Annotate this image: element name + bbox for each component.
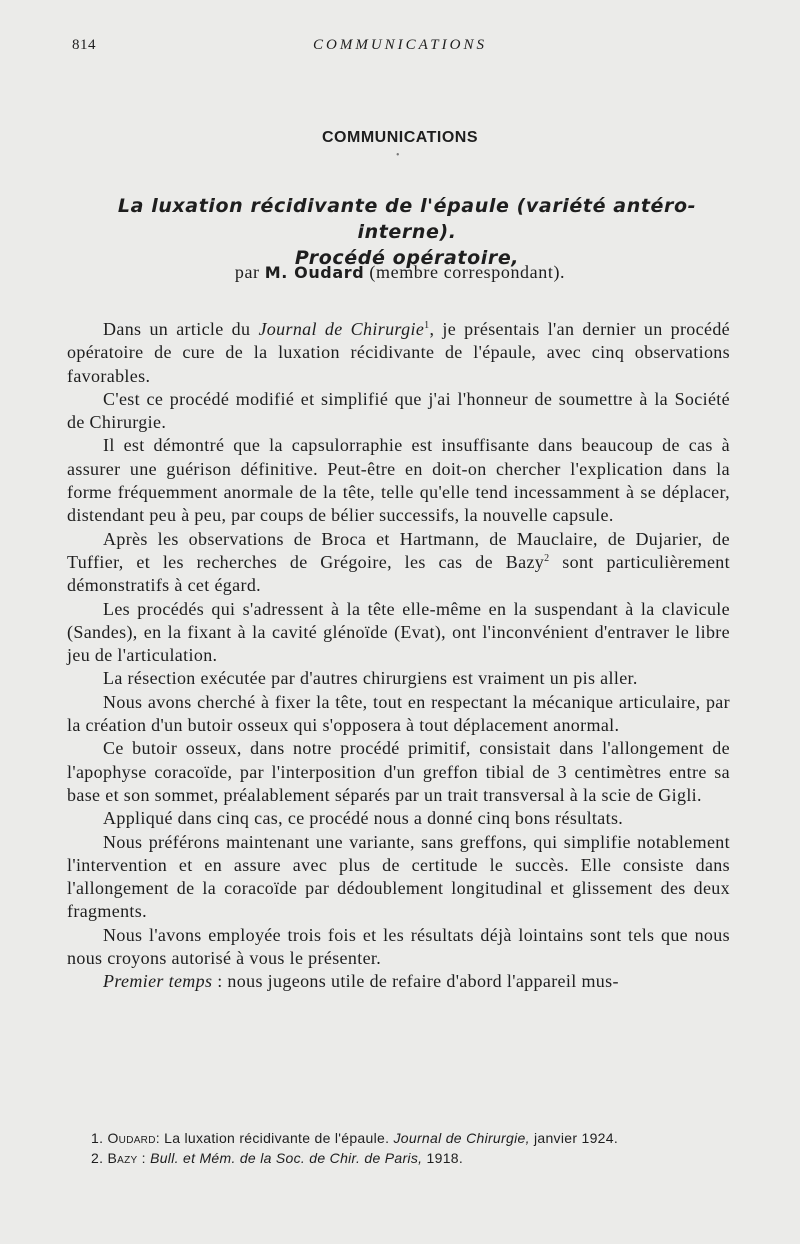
footnote-2: 2. Bazy : Bull. et Mém. de la Soc. de Chir. de Paris, 1918. bbox=[91, 1150, 464, 1166]
step-heading: Premier temps bbox=[103, 971, 213, 992]
running-title: COMMUNICATIONS bbox=[313, 37, 487, 53]
paragraph-5: Les procédés qui s'adressent à la tête elle-même en la suspendant à la clavicule (Sandes), en la fixant à la cavité glénoïde (Evat), ont l'inconvénient d'entraver le libre jeu de l'articulation. bbox=[67, 598, 730, 666]
article-title bbox=[72, 193, 742, 271]
paragraph-1: Dans un article du Journal de Chirurgie$^1$, je présentais l'an dernier un procédé opératoire de cure de la luxation récidivante de l'épaule, avec cinq observations favorables. bbox=[67, 319, 731, 386]
journal-title: Journal de Chirurgie bbox=[258, 319, 425, 339]
footnote-1-author: Oudard bbox=[107, 1130, 156, 1146]
byline bbox=[0, 262, 800, 283]
byline-prefix: par bbox=[234, 262, 260, 282]
footnote-2-author: Bazy bbox=[107, 1150, 138, 1166]
page-number: 814 bbox=[72, 37, 96, 53]
paragraph-3: Il est démontré que la capsulorraphie est insuffisante dans beaucoup de cas à assurer une guérison définitive. Peut-être en doit-on chercher l'explication dans la forme fréquemment anormale de la tête, telle qu'elle tend incessamment à se déplacer, distendant peu à peu, par coups de bélier successifs, la nouvelle capsule. bbox=[67, 435, 730, 526]
author-name: M. Oudard bbox=[264, 263, 365, 282]
byline-suffix: (membre correspondant). bbox=[369, 262, 566, 282]
paragraph-11: Nous l'avons employée trois fois et les résultats déjà lointains sont tels que nous nous croyons autorisé à vous le présenter. bbox=[67, 924, 730, 969]
footnote-1: 1. Oudard: La luxation récidivante de l'épaule. Journal de Chirurgie, janvier 1924. bbox=[91, 1130, 619, 1146]
footnote-ref-1[interactable]: 1 bbox=[424, 320, 430, 331]
article-title-line-2: Procédé opératoire, bbox=[294, 247, 520, 269]
article-title-line-1: La luxation récidivante de l'épaule (variété antéro-interne). bbox=[117, 195, 697, 243]
running-head bbox=[72, 37, 728, 57]
section-heading: COMMUNICATIONS bbox=[321, 129, 479, 146]
paragraph-6: La résection exécutée par d'autres chirurgiens est vraiment un pis aller. bbox=[103, 668, 638, 689]
decorative-dot: • bbox=[396, 150, 400, 161]
footnote-ref-2[interactable]: 2 bbox=[544, 552, 550, 564]
paragraph-7: Nous avons cherché à fixer la tête, tout en respectant la mécanique articulaire, par la création d'un butoir osseux qui s'opposera à tout déplacement anormal. bbox=[67, 691, 730, 736]
paragraph-12: Premier temps : nous jugeons utile de refaire d'abord l'appareil mus- bbox=[103, 971, 619, 992]
article-body bbox=[67, 318, 730, 994]
paragraph-9: Appliqué dans cinq cas, ce procédé nous a donné cinq bons résultats. bbox=[103, 808, 624, 829]
paragraph-4: Après les observations de Broca et Hartmann, de Mauclaire, de Dujarier, de Tuffier, et les recherches de Grégoire, les cas de Bazy$^2$ sont particulièrement démonstratifs à cet égard. bbox=[67, 528, 730, 596]
paragraph-10: Nous préférons maintenant une variante, sans greffons, qui simplifie notablement l'intervention et en assure avec plus de certitude le succès. Elle consiste dans l'allongement de la coracoïde par dédoublement longitudinal et glissement des deux fragments. bbox=[67, 831, 730, 922]
paragraph-2: C'est ce procédé modifié et simplifié que j'ai l'honneur de soumettre à la Société de Chirurgie. bbox=[67, 388, 730, 433]
footnotes bbox=[91, 1128, 731, 1168]
paragraph-8: Ce butoir osseux, dans notre procédé primitif, consistait dans l'allongement de l'apophyse coracoïde, par l'interposition d'un greffon tibial de 3 centimètres entre sa base et son sommet, préalablement séparés par un trait transversal à la scie de Gigli. bbox=[67, 738, 730, 805]
